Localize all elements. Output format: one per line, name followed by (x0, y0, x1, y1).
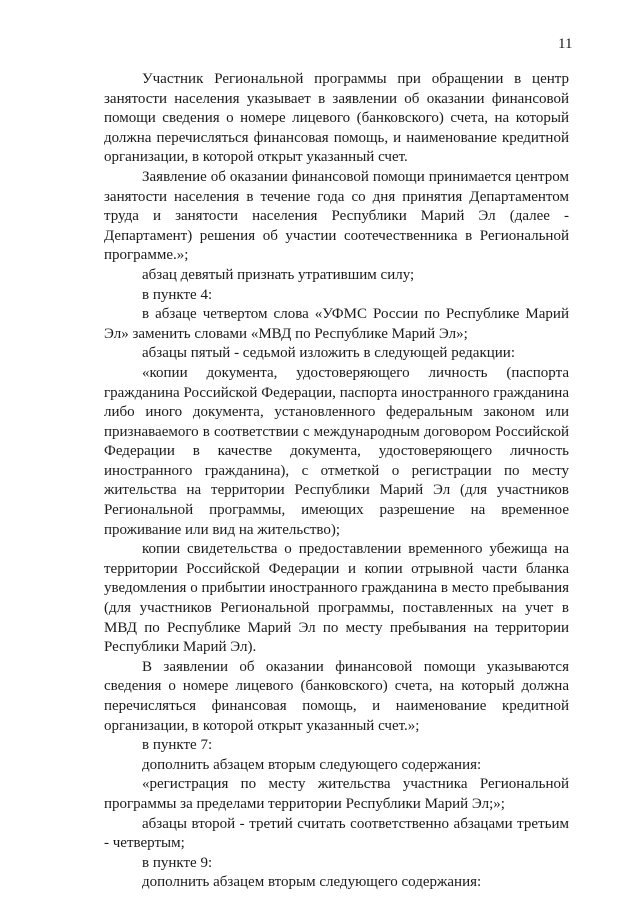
paragraph: копии свидетельства о предоставлении временного убежища на территории Российской Федерации и копии отрывной части бланка уведомления о прибытии иностранного гражданина в место пребывания (для участников Региональной программы, поставленных на учет в МВД по Республике Марий Эл по месту пребывания на территории Республики Марий Эл). (104, 541, 569, 656)
page-number: 11 (558, 36, 573, 52)
paragraph: в абзаце четвертом слова «УФМС России по Республике Марий Эл» заменить словами «МВД по Республике Марий Эл»; (104, 306, 569, 342)
paragraph: Заявление об оказании финансовой помощи принимается центром занятости населения в течение года со дня принятия Департаментом труда и занятости населения Республики Марий Эл (далее - Департамент) решения об участии соотечественника в Региональной программе.»; (104, 168, 569, 264)
paragraph: в пункте 7: (142, 737, 213, 754)
paragraph: абзац девятый признать утратившим силу; (142, 266, 415, 283)
paragraph: абзацы второй - третий считать соответственно абзацами третьим - четвертым; (104, 815, 569, 852)
paragraph: абзацы пятый - седьмой изложить в следующей редакции: (142, 345, 516, 362)
paragraph: в пункте 4: (142, 286, 213, 303)
document-body (104, 70, 569, 893)
paragraph: дополнить абзацем вторым следующего содержания: (142, 756, 482, 773)
paragraph: «регистрация по месту жительства участника Региональной программы за пределами территории Республики Марий Эл;»; (104, 776, 569, 812)
paragraph: «копии документа, удостоверяющего личность (паспорта гражданина Российской Федерации, паспорта иностранного гражданина либо иного документа, установленного федеральным законом или признаваемого в соответствии с международным договором Российской Федерации в качестве документа, удостоверяющего личность иностранного гражданина), с отметкой о регистрации по месту жительства на территории Республики Марий Эл (для участников Региональной программы, имеющих разрешение на временное проживание или вид на жительство); (104, 364, 569, 538)
paragraph: в пункте 9: (142, 854, 213, 871)
paragraph: дополнить абзацем вторым следующего содержания: (142, 874, 482, 891)
paragraph: Участник Региональной программы при обращении в центр занятости населения указывает в заявлении об оказании финансовой помощи сведения о номере лицевого (банковского) счета, на который должна перечисляться финансовая помощь, и наименование кредитной организации, в которой открыт указанный счет. (104, 71, 569, 166)
paragraph: В заявлении об оказании финансовой помощи указываются сведения о номере лицевого (банковского) счета, на который должна перечисляться финансовая помощь, и наименование кредитной организации, в которой открыт указанный счет.»; (104, 658, 569, 734)
